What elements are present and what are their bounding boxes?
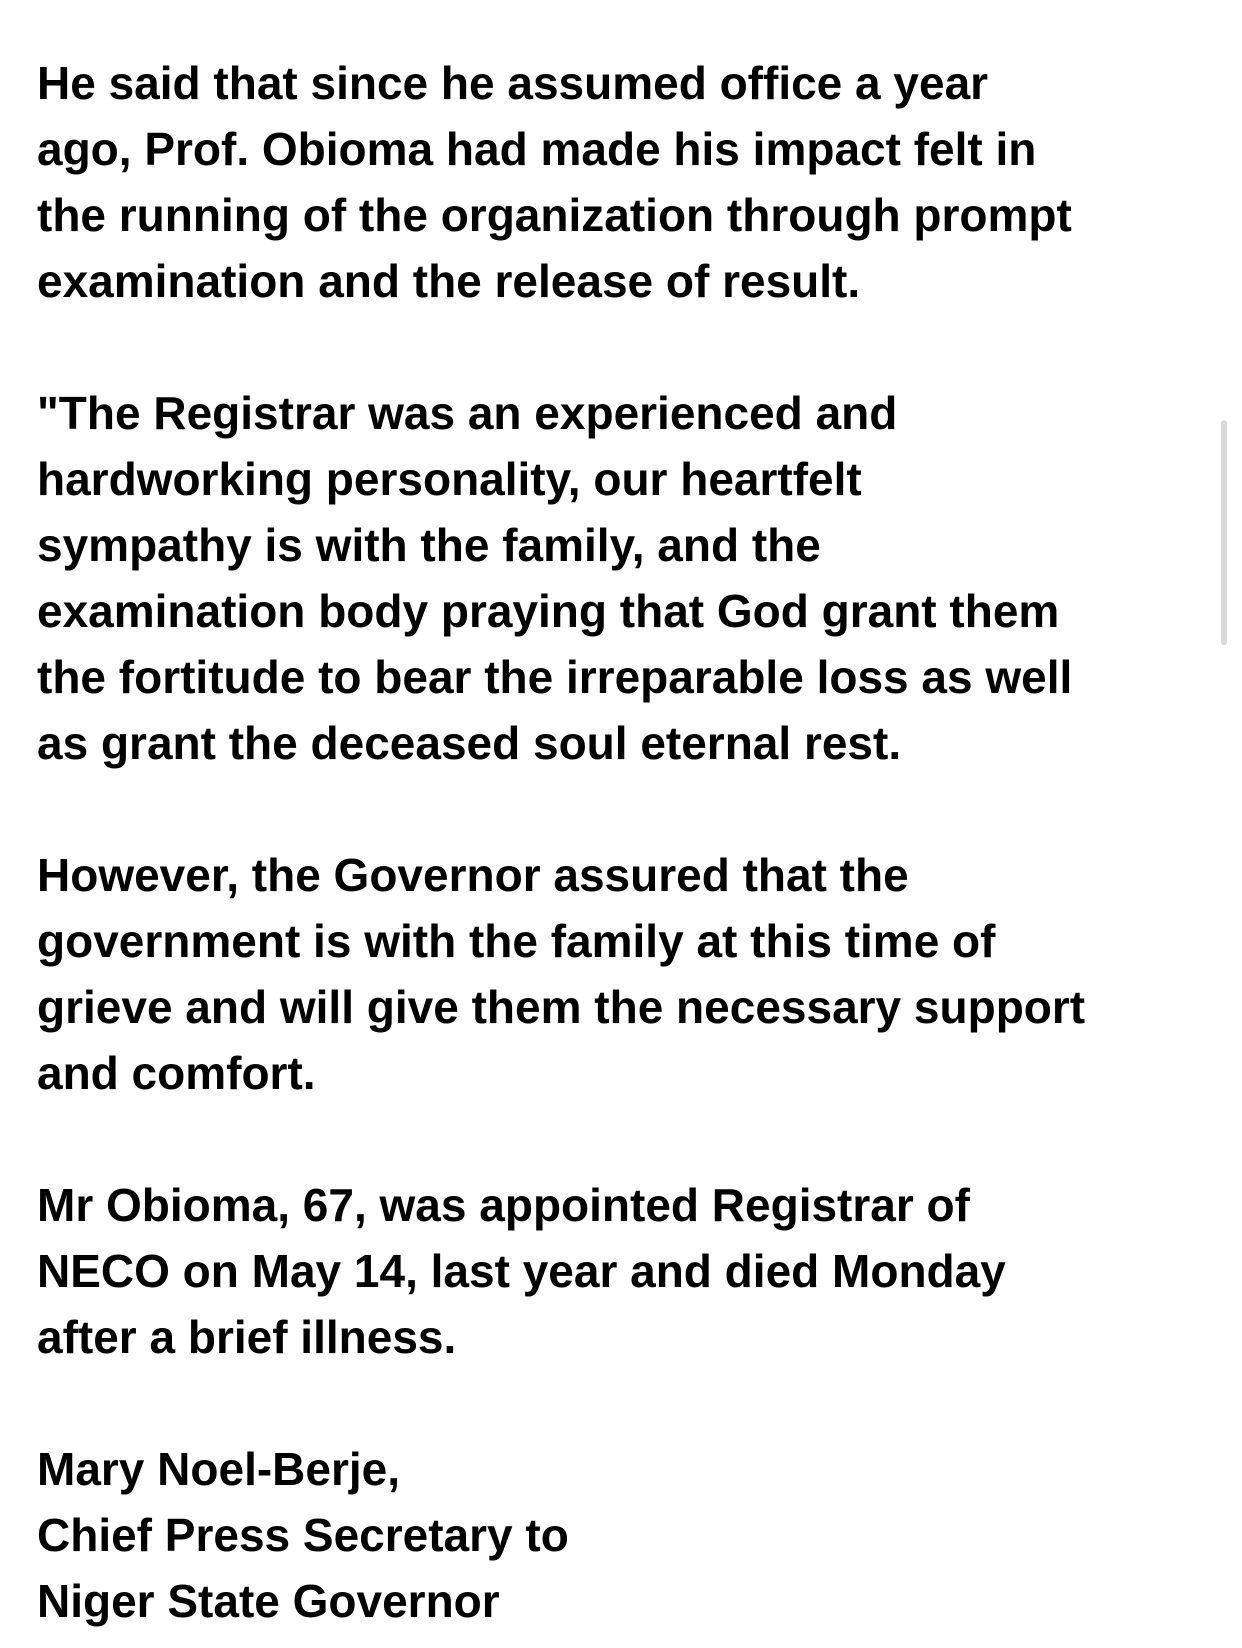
text-line: grieve and will give them the necessary support	[37, 981, 1086, 1033]
text-line: However, the Governor assured that the	[37, 849, 909, 901]
paragraph-spacer	[37, 1370, 1227, 1436]
text-line: as grant the deceased soul eternal rest.	[37, 717, 902, 769]
paragraph-obituary-facts	[37, 1172, 1227, 1370]
paragraph-registrar-quote	[37, 380, 1227, 776]
text-line: the fortitude to bear the irreparable loss as well	[37, 651, 1073, 703]
text-line: and comfort.	[37, 1047, 316, 1099]
signature-name: Mary Noel-Berje,	[37, 1443, 401, 1495]
text-line: examination body praying that God grant them	[37, 585, 1060, 637]
paragraph-spacer	[37, 314, 1227, 380]
text-line: after a brief illness.	[37, 1311, 457, 1363]
text-line: the running of the organization through prompt	[37, 189, 1072, 241]
text-line: government is with the family at this time of	[37, 915, 996, 967]
text-line: "The Registrar was an experienced and	[37, 387, 898, 439]
text-line: He said that since he assumed office a year	[37, 57, 989, 109]
signature-title: Chief Press Secretary to	[37, 1509, 569, 1561]
note-body[interactable]	[37, 50, 1227, 1634]
signature-office: Niger State Governor	[37, 1575, 500, 1627]
paragraph-spacer	[37, 776, 1227, 842]
text-line: sympathy is with the family, and the	[37, 519, 821, 571]
vertical-scrollbar[interactable]	[1221, 420, 1227, 645]
paragraph-spacer	[37, 1106, 1227, 1172]
signature-block	[37, 1436, 1227, 1634]
paragraph-governor-assurance	[37, 842, 1227, 1106]
text-line: examination and the release of result.	[37, 255, 861, 307]
text-line: ago, Prof. Obioma had made his impact felt in	[37, 123, 1037, 175]
paragraph-tribute-impact	[37, 50, 1227, 314]
text-line: hardworking personality, our heartfelt	[37, 453, 862, 505]
text-line: Mr Obioma, 67, was appointed Registrar of	[37, 1179, 970, 1231]
text-line: NECO on May 14, last year and died Monday	[37, 1245, 1006, 1297]
